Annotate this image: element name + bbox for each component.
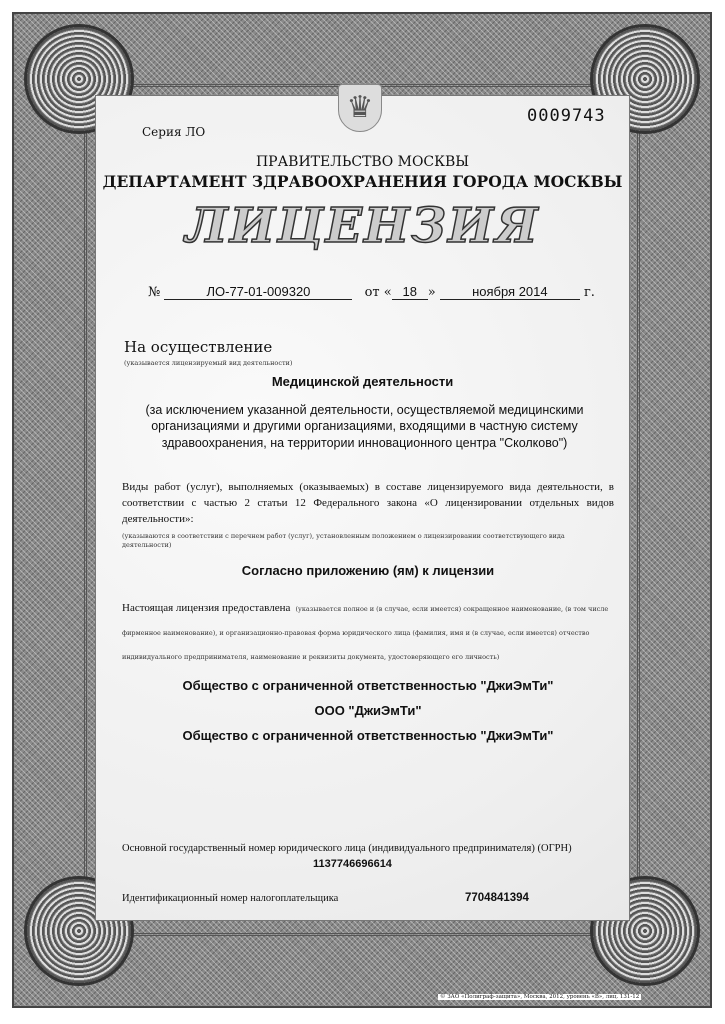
licensee-text [122,594,614,666]
quote: « [383,285,392,300]
coat-of-arms-icon: ♛ [338,84,382,132]
license-day: 18 [392,284,428,300]
printer-imprint: © ЗАО «Полиграф-защита», Москва, 2012, уровень «В», лиц. 131-12 [440,994,640,1000]
from-label: от [364,285,380,300]
works-and-licensee-section [122,480,614,745]
authority: ПРАВИТЕЛЬСТВО МОСКВЫ [255,154,470,170]
inn-label: Идентификационный номер налогоплательщика [122,893,339,904]
number-label: № [148,285,161,300]
ogrn-value: 1137746696614 [313,858,392,870]
licensee-hint: (указывается полное и (в случае, если имеется) сокращенное наименование, (в том числе фирменное наименование), и организационно-правовая форма юридического лица (фамилия, имя и (в случае, если имеется) отчество индивидуального предпринимателя, наименование и реквизиты документа, удостоверяющего его личность) [122,605,609,662]
activity-hint: (указывается лицензируемый вид деятельности) [124,359,293,367]
activity-label: На осуществление [124,338,273,356]
license-number-line [148,284,595,300]
activity-name: Медицинской деятельности [271,374,454,389]
works-hint: (указываются в соответствии с перечнем работ (услуг), установленным положением о лицензировании соответствующего вида деятельности) [122,531,565,549]
department: ДЕПАРТАМЕНТ ЗДРАВООХРАНЕНИЯ ГОРОДА МОСКВЫ [102,172,623,191]
licensee-short-name: ООО "ДжиЭмТи" [314,703,422,719]
license-number: ЛО-77-01-009320 [164,284,352,300]
form-number: 0009743 [527,106,606,126]
quote: » [427,285,436,300]
works-value: Согласно приложению (ям) к лицензии [241,563,495,579]
works-text: Виды работ (услуг), выполняемых (оказываемых) в составе лицензируемого вида деятельности, в соответствии с частью 2 статьи 12 Федерального закона «О лицензировании отдельных видов деятельности»: [122,481,614,525]
inn-value: 7704841394 [465,892,529,904]
year-suffix: г. [583,285,595,300]
activity-detail: (за исключением указанной деятельности, осуществляемой медицинскими организациями и другими организациями, входящими в частную систему здравоохранения, на территории инновационного центра "Сколково") [145,403,584,450]
licensee-full-name: Общество с ограниченной ответственностью "ДжиЭмТи" [182,678,554,694]
document-title: ЛИЦЕНЗИЯ [185,198,540,254]
licensee-label: Настоящая лицензия предоставлена [122,602,291,615]
series-label: Серия ЛО [142,125,206,139]
license-month-year: ноября 2014 [440,284,580,300]
licensee-brand-name: Общество с ограниченной ответственностью "ДжиЭмТи" [182,728,554,744]
ogrn-label: Основной государственный номер юридического лица (индивидуального предпринимателя) (ОГРН) [122,843,572,854]
